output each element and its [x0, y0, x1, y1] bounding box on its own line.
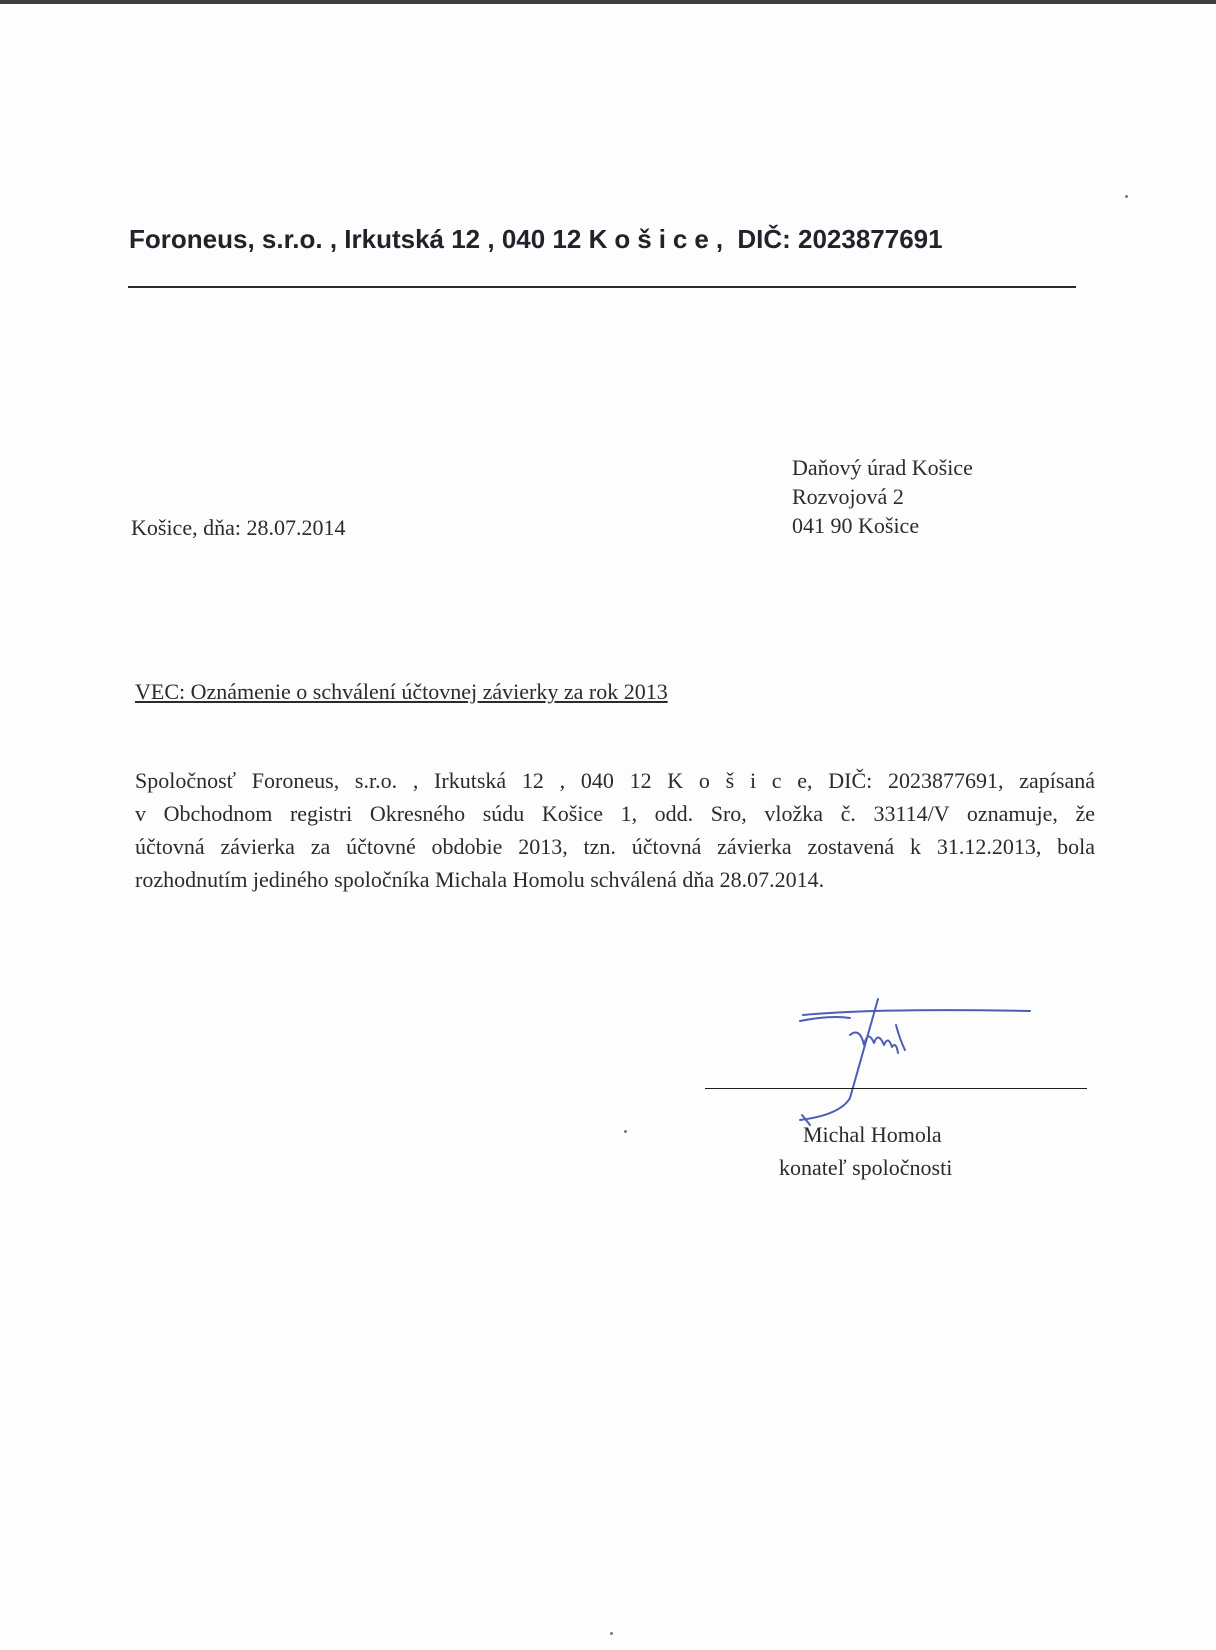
company-letterhead — [129, 224, 943, 255]
letterhead-rule — [128, 286, 1076, 288]
body-line-4: rozhodnutím jediného spoločníka Michala Homolu schválená dňa 28.07.2014. — [135, 867, 825, 892]
recipient-line-3: 041 90 Košice — [792, 513, 920, 538]
body-line-1: Spoločnosť Foroneus, s.r.o. , Irkutská 12 , 040 12 K o š i c e, DIČ: 2023877691, zapísaná — [135, 768, 1095, 793]
signatory-name: Michal Homola — [803, 1122, 942, 1147]
scan-speck — [610, 1632, 613, 1635]
place-and-date: Košice, dňa: 28.07.2014 — [131, 515, 346, 540]
handwritten-signature — [700, 995, 1100, 1135]
company-street: Irkutská 12 , — [344, 224, 495, 254]
company-dic-value: 2023877691 — [798, 224, 943, 254]
signature-line — [705, 1088, 1087, 1089]
letter-subject: VEC: Oznámenie o schválení účtovnej závierky za rok 2013 — [135, 679, 668, 704]
recipient-line-1: Daňový úrad Košice — [792, 455, 973, 480]
recipient-address — [792, 453, 973, 540]
signatory-role: konateľ spoločnosti — [779, 1155, 953, 1180]
scan-speck — [1125, 195, 1128, 198]
company-dic-label: DIČ: — [737, 224, 791, 254]
letter-body — [135, 764, 1095, 896]
company-city: Košice, — [588, 224, 731, 254]
body-line-3: účtovná závierka za účtovné obdobie 2013, tzn. účtovná závierka zostavená k 31.12.2013, bola — [135, 834, 1095, 859]
company-name: Foroneus, s.r.o. , — [129, 224, 338, 254]
company-postcode: 040 12 — [501, 224, 582, 254]
scan-top-edge — [0, 0, 1216, 4]
body-line-2: v Obchodnom registri Okresného súdu Košice 1, odd. Sro, vložka č. 33114/V oznamuje, že — [135, 801, 1095, 826]
recipient-line-2: Rozvojová 2 — [792, 484, 904, 509]
scan-speck — [624, 1130, 627, 1133]
